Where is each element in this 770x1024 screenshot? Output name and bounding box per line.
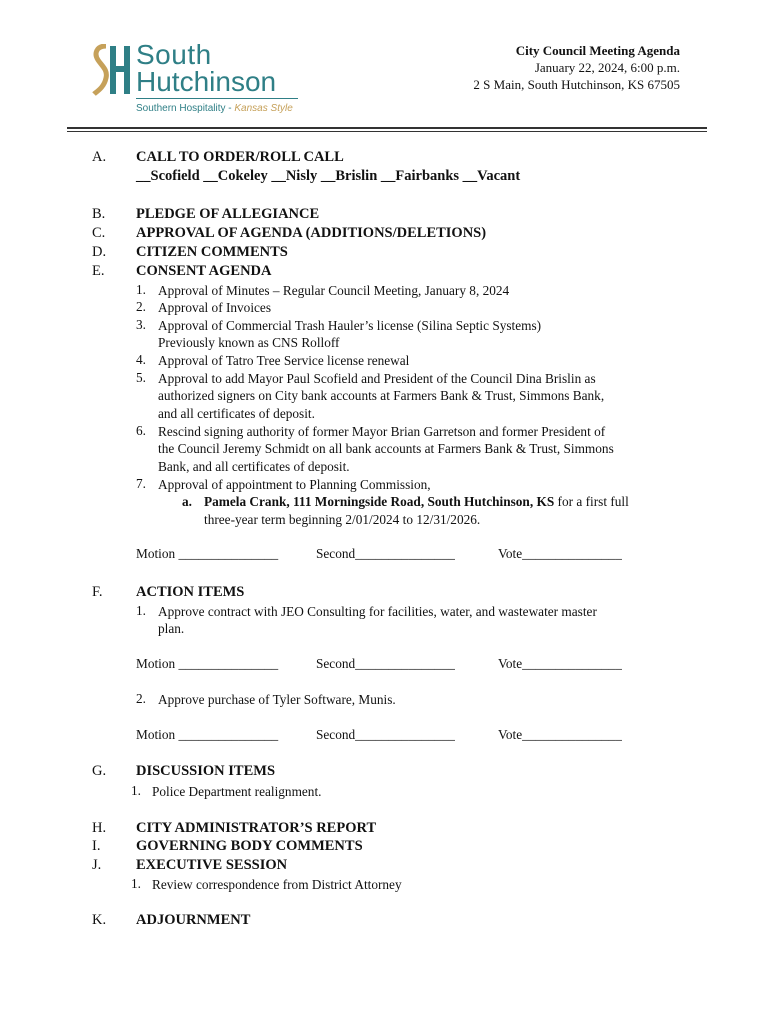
motion-line: Motion _______________ — [136, 656, 279, 671]
section-title: PLEDGE OF ALLEGIANCE — [136, 206, 320, 222]
header-rule-thick — [67, 127, 707, 129]
section-title: ADJOURNMENT — [136, 912, 251, 928]
agenda-title: City Council Meeting Agenda — [515, 43, 680, 58]
section-title: CALL TO ORDER/ROLL CALL — [136, 149, 344, 165]
item-number: 6. — [136, 423, 146, 438]
list-item: Approval of Tatro Tree Service license renewal — [158, 353, 410, 368]
item-number: 2. — [136, 691, 146, 706]
motion-line: Motion _______________ — [136, 727, 279, 742]
vote-line: Vote_______________ — [498, 727, 622, 742]
list-item: Approval of Invoices — [158, 300, 271, 315]
section-letter: H. — [92, 820, 107, 836]
section-title: CONSENT AGENDA — [136, 263, 272, 279]
list-item: Approval of Minutes – Regular Council Meeting, January 8, 2024 — [158, 283, 510, 298]
section-title: DISCUSSION ITEMS — [136, 763, 276, 779]
list-item-continued: the Council Jeremy Schmidt on all bank accounts at Farmers Bank & Trust, Simmons — [158, 441, 614, 456]
item-number: 1. — [131, 783, 141, 798]
item-number: 1. — [136, 282, 146, 297]
list-item: Approval of Commercial Trash Hauler’s license (Silina Septic Systems) — [158, 318, 542, 333]
section-letter: A. — [92, 149, 107, 165]
section-letter: F. — [92, 584, 103, 600]
second-line: Second_______________ — [316, 656, 455, 671]
list-item: Approval of appointment to Planning Commission, — [158, 477, 431, 492]
item-number: 3. — [136, 317, 146, 332]
item-number: 1. — [136, 603, 146, 618]
list-item: Rescind signing authority of former Mayor Brian Garretson and former President of — [158, 424, 606, 439]
list-item: Approve purchase of Tyler Software, Munis. — [158, 692, 396, 707]
section-title: ACTION ITEMS — [136, 584, 245, 600]
section-letter: E. — [92, 263, 105, 279]
item-number: 4. — [136, 352, 146, 367]
item-number: 2. — [136, 299, 146, 314]
section-letter: B. — [92, 206, 106, 222]
header-rule-thin — [67, 131, 707, 132]
section-title: EXECUTIVE SESSION — [136, 857, 288, 873]
section-letter: K. — [92, 912, 107, 928]
roll-call-names: __Scofield __Cokeley __Nisly __Brislin __Fairbanks __Vacant — [136, 168, 521, 184]
vote-line: Vote_______________ — [498, 656, 622, 671]
section-letter: D. — [92, 244, 107, 260]
item-number: 5. — [136, 370, 146, 385]
meeting-date: January 22, 2024, 6:00 p.m. — [534, 60, 680, 75]
sub-item-letter: a. — [182, 494, 192, 509]
sub-item-continued: three-year term beginning 2/01/2024 to 12/31/2026. — [204, 512, 481, 527]
list-item-continued: authorized signers on City bank accounts at Farmers Bank & Trust, Simmons Bank, — [158, 388, 605, 403]
logo-line-1: South — [136, 39, 212, 70]
section-letter: I. — [92, 838, 101, 854]
section-title: CITY ADMINISTRATOR’S REPORT — [136, 820, 377, 836]
section-letter: G. — [92, 763, 107, 779]
list-item: Approve contract with JEO Consulting for facilities, water, and wastewater master — [158, 604, 597, 619]
section-title: CITIZEN COMMENTS — [136, 244, 288, 260]
section-title: GOVERNING BODY COMMENTS — [136, 838, 363, 854]
sub-item: Pamela Crank, 111 Morningside Road, South Hutchinson, KS for a first full — [204, 494, 629, 509]
list-item: Review correspondence from District Attorney — [152, 877, 402, 892]
list-item-continued: Bank, and all certificates of deposit. — [158, 459, 350, 474]
meeting-address: 2 S Main, South Hutchinson, KS 67505 — [473, 77, 680, 92]
logo-line-2: Hutchinson — [136, 66, 277, 97]
city-logo-mark-icon — [92, 44, 132, 96]
vote-line: Vote_______________ — [498, 546, 622, 561]
logo-tagline: Southern Hospitality - Kansas Style — [136, 103, 293, 114]
motion-line: Motion _______________ — [136, 546, 279, 561]
item-number: 1. — [131, 876, 141, 891]
list-item: Approval to add Mayor Paul Scofield and President of the Council Dina Brislin as — [158, 371, 596, 386]
section-letter: J. — [92, 857, 102, 873]
city-logo — [92, 40, 307, 125]
second-line: Second_______________ — [316, 727, 455, 742]
section-title: APPROVAL OF AGENDA (ADDITIONS/DELETIONS) — [136, 225, 487, 241]
list-item-continued: plan. — [158, 621, 185, 636]
second-line: Second_______________ — [316, 546, 455, 561]
item-number: 7. — [136, 476, 146, 491]
list-item-continued: and all certificates of deposit. — [158, 406, 315, 421]
section-letter: C. — [92, 225, 106, 241]
logo-divider — [136, 98, 298, 99]
list-item: Police Department realignment. — [152, 784, 322, 799]
list-item-continued: Previously known as CNS Rolloff — [158, 335, 340, 350]
agenda-header — [473, 42, 680, 93]
